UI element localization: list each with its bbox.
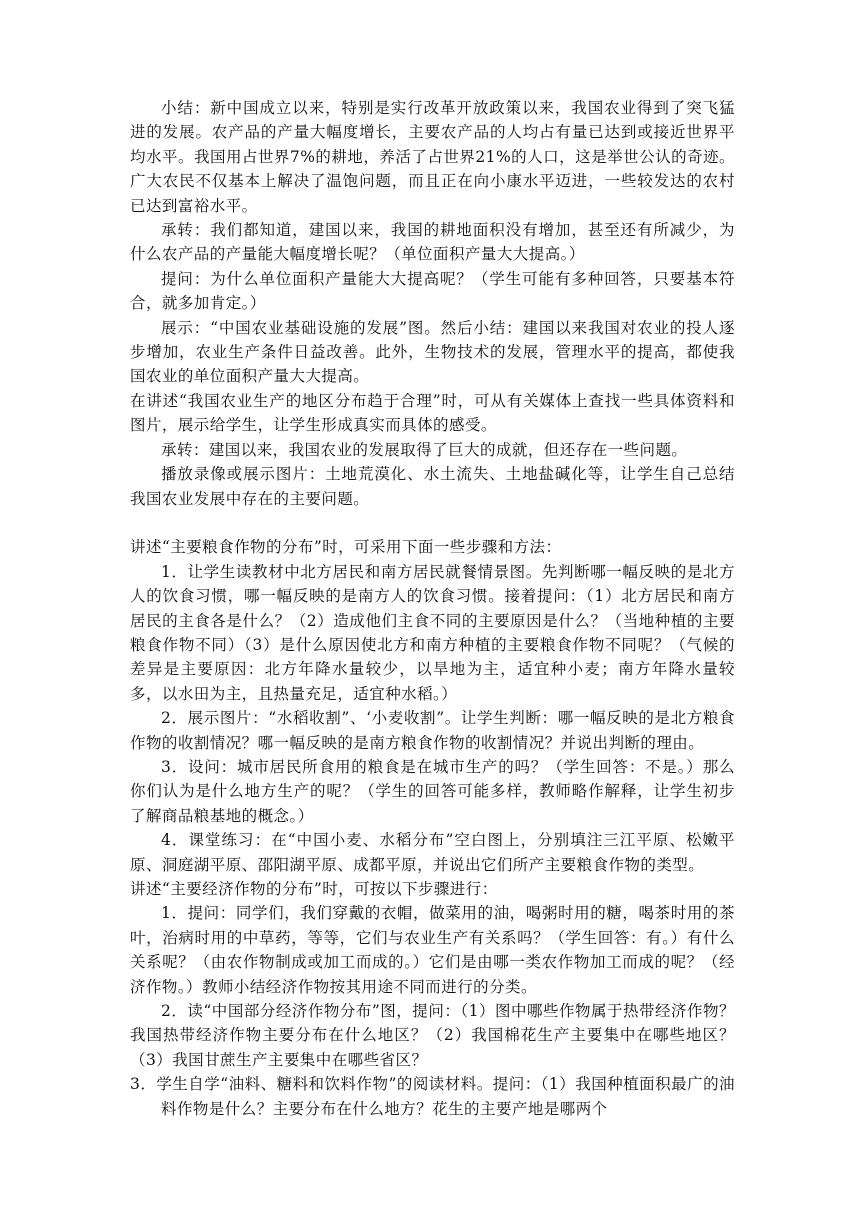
regional-distribution-paragraph: 在讲述“我国农业生产的地区分布趋于合理”时，可从有关媒体上查找一些具体资料和图片，展示给学生，让学生形成真实而具体的感受。 [130, 391, 735, 435]
economic-step-3: 3．学生自学“油料、糖料和饮料作物”的阅读材料。提问：（1）我国种植面积最广的油料作物是什么？主要分布在什么地方？花生的主要产地是哪两个 [130, 1075, 735, 1118]
display-paragraph: 展示：“中国农业基础设施的发展”图。然后小结：建国以来我国对农业的投人逐步增加，农业生产条件日益改善。此外，生物技术的发展，管理水平的提高，都使我国农业的单位面积产量大大提高。 [130, 318, 735, 386]
document-body [130, 96, 735, 1121]
blank-line [130, 511, 735, 535]
grain-step-4: 4．课堂练习：在“中国小麦、水稻分布”空白图上，分别填注三江平原、松嫩平原、洞庭湖平原、邵阳湖平原、成都平原，并说出它们所产主要粮食作物的类型。 [130, 831, 735, 874]
video-paragraph: 播放录像或展示图片：土地荒漠化、水土流失、土地盐碱化等，让学生自己总结我国农业发展中存在的主要问题。 [130, 465, 735, 508]
question-paragraph: 提问：为什么单位面积产量能大大提高呢？（学生可能有多种回答，只要基本符合，就多加肯定。） [130, 269, 735, 313]
grain-step-2: 2．展示图片：“水稻收割”、‘小麦收割”。让学生判断：哪一幅反映的是北方粮食作物的收割情况？哪一幅反映的是南方粮食作物的收割情况？并说出判断的理由。 [130, 709, 735, 752]
summary-paragraph: 小结：新中国成立以来，特别是实行改革开放政策以来，我国农业得到了突飞猛进的发展。农产品的产量大幅度增长，主要农产品的人均占有量已达到或接近世界平均水平。我国用占世界7%的耕地，养活了占世界21%的人口，这是举世公认的奇迹。广大农民不仅基本上解决了温饱问题，而且正在向小康水平迈进，一些较发达的农村已达到富裕水平。 [130, 99, 735, 215]
economic-crops-heading: 讲述“主要经济作物的分布”时，可按以下步骤进行： [130, 879, 498, 898]
economic-step-1: 1．提问：同学们，我们穿戴的衣帽，做菜用的油，喝粥时用的糖，喝茶时用的茶叶，治病时用的中草药，等等，它们与农业生产有关系吗？（学生回答：有。）有什么关系呢？（由农作物制成或加工而成的。）它们是由哪一类农作物加工而成的呢？（经济作物。）教师小结经济作物按其用途不同而进行的分类。 [130, 904, 735, 996]
grain-step-3: 3．设问：城市居民所食用的粮食是在城市生产的吗？（学生回答：不是。）那么你们认为是什么地方生产的呢？（学生的回答可能多样，教师略作解释，让学生初步了解商品粮基地的概念。） [130, 757, 735, 825]
transition-paragraph-2: 承转：建国以来，我国农业的发展取得了巨大的成就，但还存在一些问题。 [161, 440, 688, 459]
economic-step-2: 2．读“中国部分经济作物分布”图，提问：（1）图中哪些作物属于热带经济作物？我国热带经济作物主要分布在什么地区？（2）我国棉花生产主要集中在哪些地区？（3）我国甘蔗生产主要集中在哪些省区？ [130, 1002, 735, 1069]
grain-step-1: 1．让学生读教材中北方居民和南方居民就餐情景图。先判断哪一幅反映的是北方人的饮食习惯，哪一幅反映的是南方人的饮食习惯。接着提问：（1）北方居民和南方居民的主食各是什么？（2）造成他们主食不同的主要原因是什么？（当地种植的主要粮食作物不同）（3）是什么原因使北方和南方种植的主要粮食作物不同呢？（气候的差异是主要原因：北方年降水量较少，以旱地为主，适宜种小麦；南方年降水量较多，以水田为主，且热量充足，适宜种水稻。） [130, 562, 735, 703]
transition-paragraph: 承转：我们都知道，建国以来，我国的耕地面积没有增加，甚至还有所减少，为什么农产品的产量能大幅度增长呢？（单位面积产量大大提高。） [130, 221, 735, 264]
grain-crops-heading: 讲述“主要粮食作物的分布”时，可采用下面一些步骤和方法： [130, 538, 562, 557]
